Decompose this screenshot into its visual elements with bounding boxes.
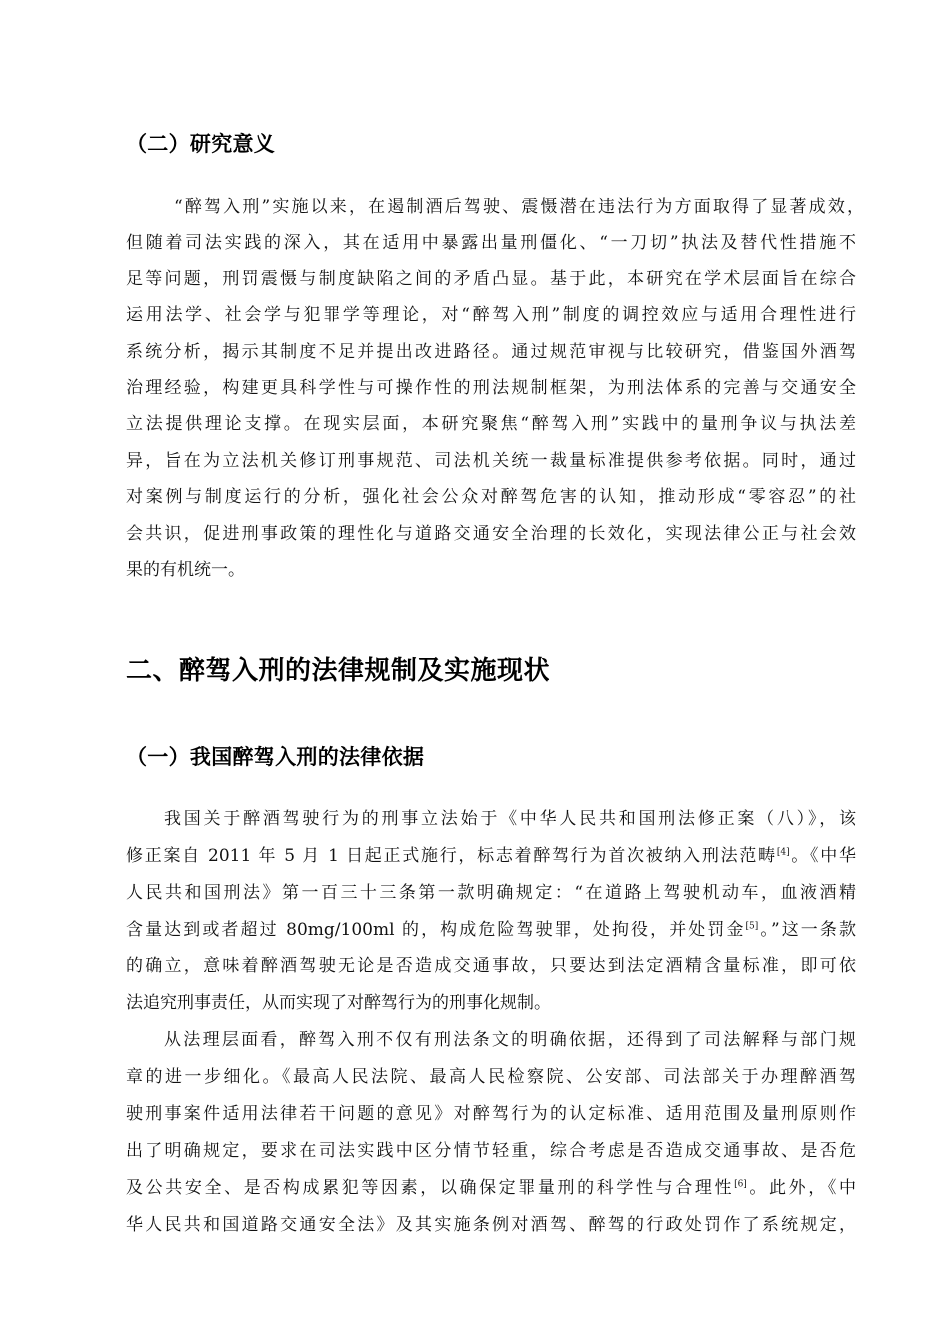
line-text: 修正案自 2011 年 5 月 1 日起正式施行，标志着醉驾行为首次被纳入刑法范畴 xyxy=(126,846,777,866)
chapter-heading: 二、醉驾入刑的法律规制及实施现状 xyxy=(126,656,551,686)
paragraph-line: 我国关于醉酒驾驶行为的刑事立法始于《中华人民共和国刑法修正案（八）》，该 xyxy=(164,809,856,829)
line-text: 。《中华 xyxy=(789,846,856,866)
paragraph-line xyxy=(126,845,856,867)
subsection-heading: （一）我国醉驾入刑的法律依据 xyxy=(126,745,425,769)
paragraph-line: 的确立，意味着醉酒驾驶无论是否造成交通事故，只要达到法定酒精含量标准，即可依 xyxy=(126,956,856,976)
paragraph-line: 人民共和国刑法》第一百三十三条第一款明确规定：“在道路上驾驶机动车，血液酒精 xyxy=(126,883,856,903)
paragraph-line: 会共识，促进刑事政策的理性化与道路交通安全治理的长效化，实现法律公正与社会效 xyxy=(126,524,856,544)
section-heading: （二）研究意义 xyxy=(126,132,276,156)
paragraph-line: 章的进一步细化。《最高人民法院、最高人民检察院、公安部、司法部关于办理醉酒驾 xyxy=(126,1067,856,1087)
paragraph-line: 但随着司法实践的深入，其在适用中暴露出量刑僵化、“一刀切”执法及替代性措施不 xyxy=(126,233,856,253)
paragraph-line: 驶刑事案件适用法律若干问题的意见》对醉驾行为的认定标准、适用范围及量刑原则作 xyxy=(126,1104,856,1124)
paragraph-line: 从法理层面看，醉驾入刑不仅有刑法条文的明确依据，还得到了司法解释与部门规 xyxy=(164,1030,856,1050)
paragraph-line: “醉驾入刑”实施以来，在遏制酒后驾驶、震慑潜在违法行为方面取得了显著成效， xyxy=(174,197,864,217)
paragraph-line: 对案例与制度运行的分析，强化社会公众对醉驾危害的认知，推动形成“零容忍”的社 xyxy=(126,487,856,507)
line-text: 及公共安全、是否构成累犯等因素，以确保定罪量刑的科学性与合理性 xyxy=(126,1178,735,1198)
line-text: 。此外，《中 xyxy=(746,1178,857,1198)
line-text: 含量达到或者超过 80mg/100ml 的，构成危险驾驶罪，处拘役，并处罚金 xyxy=(126,920,746,940)
paragraph-line: 果的有机统一。 xyxy=(126,560,245,580)
paragraph-line: 出了明确规定，要求在司法实践中区分情节轻重，综合考虑是否造成交通事故、是否危 xyxy=(126,1141,856,1161)
citation-reference: [5] xyxy=(745,921,759,932)
paragraph-line: 华人民共和国道路交通安全法》及其实施条例对酒驾、醉驾的行政处罚作了系统规定， xyxy=(126,1215,856,1235)
paragraph-line: 治理经验，构建更具科学性与可操作性的刑法规制框架，为刑法体系的完善与交通安全 xyxy=(126,378,856,398)
citation-reference: [4] xyxy=(776,847,790,858)
citation-reference: [6] xyxy=(734,1179,747,1190)
paragraph-line: 系统分析，揭示其制度不足并提出改进路径。通过规范审视与比较研究，借鉴国外酒驾 xyxy=(126,342,856,362)
paragraph-line: 运用法学、社会学与犯罪学等理论，对“醉驾入刑”制度的调控效应与适用合理性进行 xyxy=(126,305,856,325)
paragraph-line: 异，旨在为立法机关修订刑事规范、司法机关统一裁量标准提供参考依据。同时，通过 xyxy=(126,451,856,471)
line-text: 。”这一条款 xyxy=(758,920,856,940)
paragraph-line xyxy=(126,919,856,941)
paragraph-line: 法追究刑事责任，从而实现了对醉驾行为的刑事化规制。 xyxy=(126,993,551,1013)
paragraph-line: 足等问题，刑罚震慑与制度缺陷之间的矛盾凸显。基于此，本研究在学术层面旨在综合 xyxy=(126,269,856,289)
paragraph-line: 立法提供理论支撑。在现实层面，本研究聚焦“醉驾入刑”实践中的量刑争议与执法差 xyxy=(126,414,856,434)
paragraph-line xyxy=(126,1177,856,1199)
